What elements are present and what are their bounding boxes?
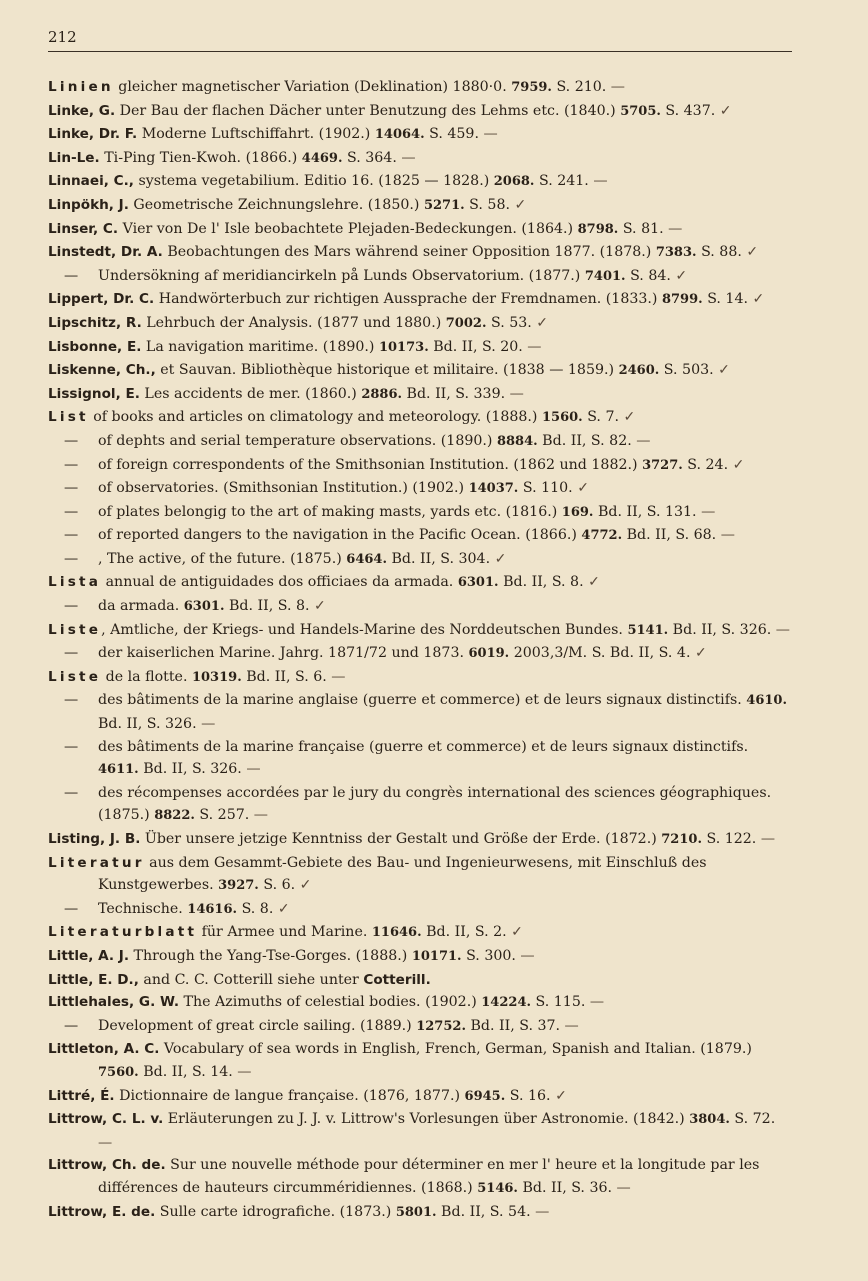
entry-title: La navigation maritime. (1890.)	[141, 338, 379, 355]
entry-reference: Cotterill.	[363, 971, 431, 988]
sub-entry	[48, 265, 792, 289]
entry-reference: S. 257.	[194, 807, 250, 824]
catalog-entry	[48, 336, 792, 360]
entry-title: Vier von De l' Isle beobachtete Plejaden-Bedeckungen. (1864.)	[118, 220, 578, 237]
handwritten-mark: —	[756, 831, 776, 847]
sub-entry	[48, 689, 792, 735]
entry-reference: S. 16.	[505, 1087, 551, 1104]
catalog-number: 7560.	[98, 1064, 139, 1080]
entry-heading: Listing, J. B.	[48, 831, 141, 847]
entry-reference: S. 122.	[701, 831, 757, 847]
entry-title: Undersökning af meridiancirkeln på Lunds Observatorium. (1877.)	[98, 267, 585, 284]
catalog-entry	[48, 619, 792, 643]
entry-heading: Linnaei, C.,	[48, 173, 134, 190]
entry-reference: S. 364.	[342, 149, 397, 166]
entry-list	[48, 76, 792, 1224]
entry-heading: Little, A. J.	[48, 947, 129, 964]
entry-reference: Bd. II, S. 131.	[593, 503, 697, 520]
handwritten-mark: —	[560, 1017, 579, 1034]
entry-heading: Liste	[48, 621, 102, 638]
catalog-number: 2886.	[361, 386, 403, 402]
handwritten-mark: —	[98, 1134, 113, 1151]
entry-heading: Littrow, E. de.	[48, 1203, 156, 1220]
entry-title: Sur une nouvelle méthode pour déterminer en mer l' heure et la longitude par les différences de hauteurs circumméridiennes. (1868.)	[98, 1157, 760, 1196]
catalog-entry	[48, 571, 792, 595]
entry-heading: Littrow, Ch. de.	[48, 1157, 166, 1174]
entry-reference: S. 7.	[582, 409, 619, 426]
entry-reference: S. 88.	[696, 244, 742, 261]
entry-title: of foreign correspondents of the Smithsonian Institution. (1862 und 1882.)	[98, 456, 643, 473]
entry-reference: S. 437.	[660, 102, 716, 119]
catalog-number: 3927.	[218, 878, 259, 894]
sub-entry	[48, 782, 792, 828]
entry-heading: List	[48, 409, 89, 426]
catalog-number: 14616.	[187, 901, 238, 917]
catalog-entry	[48, 218, 792, 242]
catalog-entry	[48, 666, 792, 690]
entry-title: Sulle carte idrografiche. (1873.)	[155, 1203, 396, 1220]
entry-title: Through the Yang-Tse-Gorges. (1888.)	[129, 947, 412, 964]
catalog-number: 7210.	[661, 832, 702, 847]
catalog-entry	[48, 241, 792, 265]
handwritten-mark: —	[505, 385, 524, 402]
entry-title: of observatories. (Smithsonian Institution.) (1902.)	[98, 480, 469, 497]
catalog-number: 169.	[561, 504, 594, 520]
catalog-entry	[48, 147, 792, 171]
catalog-number: 10173.	[378, 339, 429, 355]
ditto-dash: —	[64, 480, 79, 497]
handwritten-mark: —	[396, 149, 416, 166]
entry-title: Les accidents de mer. (1860.)	[139, 385, 362, 402]
entry-title: des bâtiments de la marine française (guerre et commerce) et de leurs signaux distinctifs.	[98, 738, 749, 755]
catalog-number: 8799.	[661, 292, 703, 308]
catalog-entry	[48, 1201, 792, 1225]
entry-title: Dictionnaire de langue française. (1876, 1877.)	[114, 1087, 465, 1104]
catalog-number: 14064.	[374, 127, 425, 143]
entry-title: da armada.	[98, 598, 184, 615]
entry-reference: S. 241.	[534, 173, 589, 190]
entry-reference: Bd. II, S. 304.	[387, 550, 491, 567]
catalog-number: 7002.	[445, 315, 487, 331]
catalog-number: 6464.	[346, 551, 387, 567]
ditto-dash: —	[64, 645, 79, 662]
entry-title: für Armee und Marine.	[197, 924, 372, 941]
handwritten-mark: ✓	[490, 550, 507, 567]
handwritten-mark: —	[326, 668, 346, 685]
entry-reference: Bd. II, S. 8.	[224, 598, 310, 615]
entry-heading: Literatur	[48, 854, 145, 871]
entry-title: annual de antiguidades dos officiaes da armada.	[101, 574, 458, 591]
catalog-number: 14224.	[481, 995, 532, 1011]
catalog-number: 14037.	[468, 481, 519, 497]
handwritten-mark: ✓	[531, 314, 549, 331]
entry-title: of dephts and serial temperature observations. (1890.)	[98, 432, 497, 449]
entry-heading: Lippert, Dr. C.	[48, 291, 155, 308]
handwritten-mark: —	[522, 338, 542, 355]
catalog-number: 10319.	[191, 669, 242, 685]
entry-reference: Bd. II, S. 14.	[138, 1063, 233, 1080]
handwritten-mark: —	[585, 994, 605, 1011]
entry-title: des bâtiments de la marine anglaise (guerre et commerce) et de leurs signaux distinctifs.	[98, 692, 747, 709]
catalog-number: 10171.	[411, 948, 462, 964]
entry-title: Der Bau der flachen Dächer unter Benutzung des Lehms etc. (1840.)	[115, 102, 621, 119]
catalog-number: 4610.	[746, 693, 787, 709]
catalog-entry	[48, 969, 792, 992]
header-rule	[48, 51, 792, 52]
ditto-dash: —	[64, 738, 79, 755]
handwritten-mark: ✓	[713, 362, 731, 379]
entry-reference: S. 72.	[729, 1111, 776, 1128]
catalog-entry	[48, 123, 792, 147]
entry-heading: Lipschitz, R.	[48, 314, 142, 331]
sub-entry	[48, 898, 792, 922]
catalog-number: 5271.	[423, 197, 465, 213]
catalog-entry	[48, 288, 792, 312]
catalog-entry	[48, 852, 792, 898]
entry-title: The Azimuths of celestial bodies. (1902.)	[179, 994, 482, 1011]
catalog-entry	[48, 945, 792, 969]
entry-title: et Sauvan. Bibliothèque historique et militaire. (1838 — 1859.)	[155, 362, 619, 379]
ditto-dash: —	[64, 456, 79, 473]
handwritten-mark: ✓	[583, 574, 601, 591]
catalog-number: 5141.	[627, 622, 669, 638]
entry-title: and C. C. Cotterill siehe unter	[138, 971, 364, 988]
entry-reference: S. 14.	[702, 291, 748, 308]
sub-entry	[48, 477, 792, 501]
entry-reference: Bd. II, S. 82.	[537, 432, 632, 449]
catalog-number: 3804.	[689, 1112, 730, 1128]
catalog-number: 4772.	[581, 528, 623, 544]
handwritten-mark: —	[696, 503, 716, 520]
entry-reference: S. 24.	[682, 456, 729, 473]
entry-heading: Littleton, A. C.	[48, 1041, 160, 1058]
entry-reference: Bd. II, S. 326.	[138, 761, 242, 778]
handwritten-mark: —	[612, 1179, 631, 1196]
entry-heading: Literaturblatt	[48, 924, 198, 941]
entry-heading: Linke, G.	[48, 102, 116, 119]
catalog-entry	[48, 194, 792, 218]
catalog-number: 7383.	[655, 245, 697, 261]
entry-reference: S. 115.	[531, 994, 586, 1011]
handwritten-mark: ✓	[690, 645, 707, 662]
catalog-number: 5801.	[395, 1204, 437, 1220]
catalog-entry	[48, 921, 792, 945]
catalog-entry	[48, 383, 792, 407]
catalog-number: 7401.	[584, 268, 626, 284]
ditto-dash: —	[64, 692, 79, 709]
handwritten-mark: —	[631, 432, 651, 449]
handwritten-mark: —	[716, 527, 735, 544]
sub-entry	[48, 642, 792, 666]
entry-reference: 2003,3/M. S. Bd. II, S. 4.	[509, 645, 691, 662]
handwritten-mark: —	[241, 761, 261, 778]
handwritten-mark: ✓	[572, 480, 590, 497]
handwritten-mark: —	[478, 126, 498, 143]
sub-entry	[48, 548, 792, 572]
entry-reference: Bd. II, S. 326.	[98, 716, 197, 733]
catalog-entry	[48, 76, 792, 100]
handwritten-mark: —	[232, 1063, 252, 1080]
catalog-number: 4611.	[98, 762, 139, 778]
entry-reference: Bd. II, S. 326.	[668, 621, 772, 638]
catalog-number: 8822.	[154, 808, 195, 824]
entry-title: Technische.	[98, 900, 188, 917]
entry-title: of reported dangers to the navigation in the Pacific Ocean. (1866.)	[98, 527, 582, 544]
entry-title: , The active, of the future. (1875.)	[98, 550, 347, 567]
entry-title: gleicher magnetischer Variation (Deklination) 1880·0.	[113, 79, 512, 95]
entry-title: Vocabulary of sea words in English, French, German, Spanish and Italian. (1879.)	[159, 1041, 752, 1058]
entry-title: Geometrische Zeichnungslehre. (1850.)	[128, 196, 424, 213]
ditto-dash: —	[64, 267, 79, 284]
handwritten-mark: ✓	[715, 102, 732, 119]
handwritten-mark: ✓	[309, 598, 326, 615]
entry-heading: Liskenne, Ch.,	[48, 362, 156, 379]
catalog-entry	[48, 991, 792, 1015]
sub-entry	[48, 454, 792, 478]
entry-heading: Lissignol, E.	[48, 385, 140, 402]
handwritten-mark: ✓	[273, 900, 290, 917]
entry-reference: Bd. II, S. 8.	[498, 574, 584, 591]
entry-reference: S. 53.	[486, 314, 532, 331]
entry-reference: S. 58.	[464, 196, 510, 213]
ditto-dash: —	[64, 598, 79, 615]
entry-reference: Bd. II, S. 6.	[241, 668, 327, 685]
entry-title: aus dem Gesammt-Gebiete des Bau- und Ingenieurwesens, mit Einschluß des Kunstgewerbes.	[98, 854, 707, 894]
entry-reference: S. 300.	[461, 947, 516, 964]
entry-title: de la flotte.	[101, 668, 192, 685]
ditto-dash: —	[64, 550, 79, 567]
catalog-entry	[48, 170, 792, 194]
entry-title: Moderne Luftschiffahrt. (1902.)	[137, 126, 375, 143]
entry-reference: Bd. II, S. 54.	[436, 1203, 531, 1220]
handwritten-mark: —	[606, 79, 625, 95]
catalog-number: 2460.	[618, 363, 660, 379]
entry-title: Beobachtungen des Mars während seiner Opposition 1877. (1878.)	[162, 244, 656, 261]
handwritten-mark: ✓	[295, 877, 312, 894]
sub-entry	[48, 430, 792, 454]
handwritten-mark: ✓	[509, 196, 527, 213]
handwritten-mark: ✓	[506, 924, 524, 941]
handwritten-mark: —	[771, 621, 790, 638]
entry-title: Erläuterungen zu J. J. v. Littrow's Vorlesungen über Astronomie. (1842.)	[163, 1111, 690, 1128]
catalog-number: 2068.	[493, 174, 535, 190]
handwritten-mark: ✓	[728, 456, 745, 473]
entry-reference: S. 210.	[551, 79, 607, 95]
handwritten-mark: ✓	[670, 267, 688, 284]
entry-heading: Lista	[48, 574, 102, 591]
sub-entry	[48, 736, 792, 782]
entry-title: Lehrbuch der Analysis. (1877 und 1880.)	[141, 314, 446, 331]
sub-entry	[48, 1015, 792, 1039]
handwritten-mark: ✓	[748, 291, 765, 308]
catalog-number: 3727.	[642, 457, 683, 473]
entry-heading: Littré, É.	[48, 1087, 115, 1104]
handwritten-mark: ✓	[618, 409, 636, 426]
entry-heading: Littrow, C. L. v.	[48, 1111, 164, 1128]
ditto-dash: —	[64, 503, 79, 520]
catalog-entry	[48, 828, 792, 852]
entry-title: der kaiserlichen Marine. Jahrg. 1871/72 und 1873.	[98, 645, 469, 662]
catalog-number: 11646.	[371, 925, 422, 941]
entry-reference: S. 110.	[518, 480, 573, 497]
entry-heading: Linien	[48, 79, 114, 95]
entry-heading: Lin-Le.	[48, 149, 100, 166]
ditto-dash: —	[64, 527, 79, 544]
sub-entry	[48, 501, 792, 525]
entry-reference: S. 84.	[625, 267, 671, 284]
entry-heading: Littlehales, G. W.	[48, 994, 180, 1011]
entry-reference: S. 6.	[258, 877, 296, 894]
handwritten-mark: —	[663, 220, 683, 237]
entry-title: systema vegetabilium. Editio 16. (1825 — 1828.)	[133, 173, 494, 190]
entry-reference: S. 8.	[237, 900, 274, 917]
catalog-number: 7959.	[511, 80, 552, 95]
entry-reference: Bd. II, S. 37.	[465, 1017, 561, 1034]
entry-heading: Lisbonne, E.	[48, 338, 142, 355]
entry-heading: Linpökh, J.	[48, 196, 129, 213]
entry-reference: Bd. II, S. 339.	[402, 385, 506, 402]
entry-heading: Linstedt, Dr. A.	[48, 244, 163, 261]
handwritten-mark: ✓	[741, 244, 759, 261]
catalog-number: 5146.	[477, 1180, 518, 1196]
entry-reference: S. 81.	[618, 220, 664, 237]
page-number: 212	[48, 28, 77, 46]
handwritten-mark: ✓	[550, 1087, 567, 1104]
catalog-number: 8884.	[496, 433, 538, 449]
entry-title: Über unsere jetzige Kenntniss der Gestalt und Größe der Erde. (1872.)	[140, 831, 662, 847]
ditto-dash: —	[64, 900, 79, 917]
entry-title: , Amtliche, der Kriegs- und Handels-Marine des Norddeutschen Bundes.	[101, 621, 628, 638]
entry-heading: Linke, Dr. F.	[48, 126, 138, 143]
handwritten-mark: —	[588, 173, 608, 190]
catalog-entry	[48, 359, 792, 383]
sub-entry	[48, 524, 792, 548]
handwritten-mark: —	[530, 1203, 550, 1220]
ditto-dash: —	[64, 432, 79, 449]
entry-reference: Bd. II, S. 20.	[428, 338, 523, 355]
entry-title: Ti-Ping Tien-Kwoh. (1866.)	[99, 149, 302, 166]
entry-title: des récompenses accordées par le jury du congrès international des sciences géographiques. (1875.)	[98, 784, 772, 824]
handwritten-mark: —	[249, 807, 268, 824]
entry-reference: Bd. II, S. 2.	[421, 924, 507, 941]
catalog-entry	[48, 1154, 792, 1200]
catalog-number: 6019.	[468, 646, 510, 662]
entry-heading: Linser, C.	[48, 220, 119, 237]
catalog-number: 1560.	[541, 410, 583, 426]
catalog-entry	[48, 1085, 792, 1109]
entry-title: Development of great circle sailing. (1889.)	[98, 1017, 417, 1034]
catalog-number: 5705.	[620, 103, 661, 119]
sub-entry	[48, 595, 792, 619]
entry-reference: S. 503.	[659, 362, 714, 379]
catalog-entry	[48, 1108, 792, 1154]
entry-title: of books and articles on climatology and meteorology. (1888.)	[88, 409, 542, 426]
ditto-dash: —	[64, 1017, 79, 1034]
catalog-entry	[48, 406, 792, 430]
entry-reference: Bd. II, S. 68.	[622, 527, 717, 544]
catalog-entry	[48, 312, 792, 336]
entry-reference: S. 459.	[424, 126, 479, 143]
catalog-number: 6945.	[464, 1088, 506, 1104]
entry-reference: Bd. II, S. 36.	[517, 1179, 613, 1196]
entry-heading: Liste	[48, 668, 102, 685]
ditto-dash: —	[64, 784, 79, 801]
entry-title: Handwörterbuch zur richtigen Aussprache der Fremdnamen. (1833.)	[154, 291, 662, 308]
handwritten-mark: —	[515, 947, 535, 964]
catalog-entry	[48, 100, 792, 124]
catalog-number: 8798.	[577, 221, 619, 237]
entry-heading: Little, E. D.,	[48, 971, 139, 988]
catalog-number: 12752.	[416, 1018, 466, 1034]
entry-title: of plates belongig to the art of making masts, yards etc. (1816.)	[98, 503, 562, 520]
catalog-entry	[48, 1038, 792, 1084]
catalog-number: 6301.	[183, 599, 225, 615]
handwritten-mark: —	[196, 716, 216, 733]
catalog-number: 4469.	[301, 150, 343, 166]
catalog-number: 6301.	[457, 575, 499, 591]
